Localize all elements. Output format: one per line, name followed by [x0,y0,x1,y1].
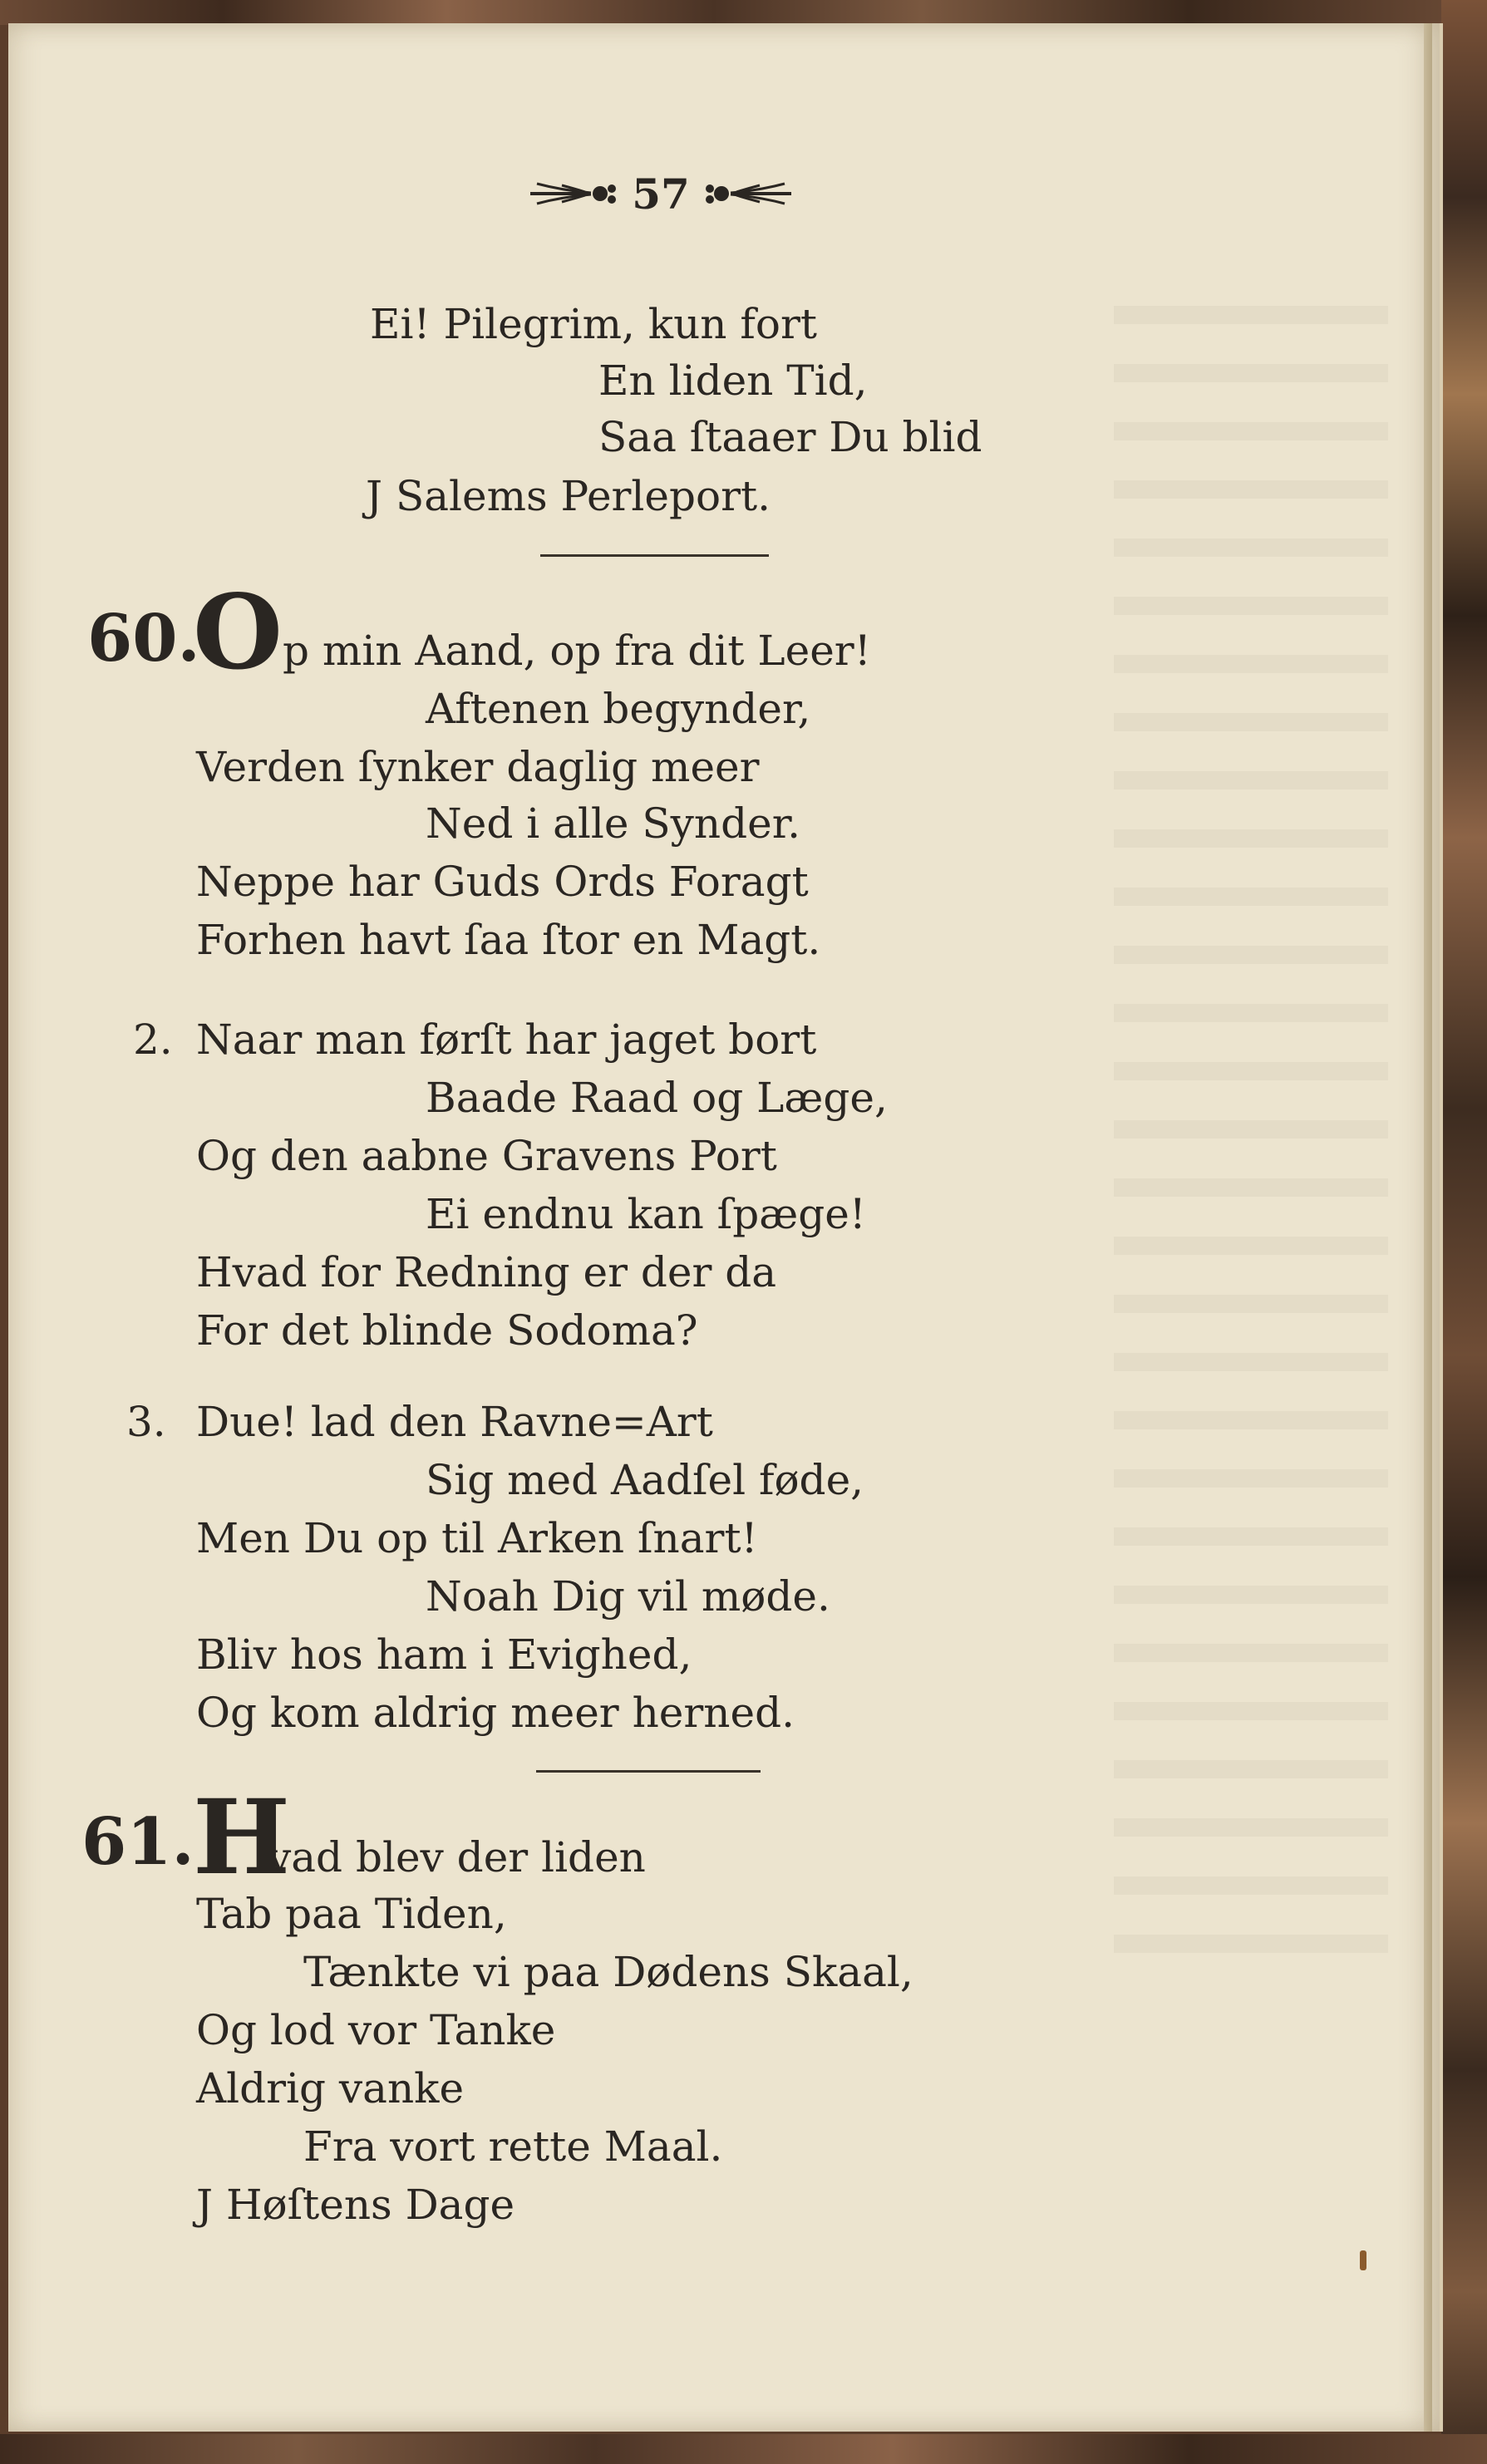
hymn-number: 61. [81,1804,194,1880]
right-ornament-icon [702,177,793,210]
verse-line: Ei endnu kan ſpæge! [426,1190,866,1238]
verse-line: Men Du op til Arken ſnart! [196,1514,758,1562]
verse-line: Hvad for Redning er der da [196,1248,777,1296]
page-blemish [1360,2250,1366,2270]
verse-line: Ned i alle Synder. [426,799,801,848]
verse-line: Ei! Pilegrim, kun fort [370,300,817,348]
verse-line: Verden ſynker daglig meer [196,743,760,791]
book-cover-bottom-edge [0,2434,1487,2464]
book-cover-right-edge [1441,0,1487,2464]
verse-line: Saa ſtaaer Du blid [598,413,982,461]
page-header [511,165,810,223]
verse-line: Tab paa Tiden, [196,1890,507,1938]
verse-line: p min Aand, op fra dit Leer! [283,627,871,675]
verse-line: Noah Dig vil møde. [426,1572,830,1621]
verse-line: Fra vort rette Maal. [303,2122,723,2171]
verse-line: Forhen havt ſaa ſtor en Magt. [196,916,821,964]
bleed-through-text [1114,306,1388,1968]
verse-line: Baade Raad og Læge, [426,1074,888,1122]
verse-line: Due! lad den Ravne=Art [196,1398,713,1446]
drop-cap-initial: O [193,573,283,693]
section-divider [540,554,769,557]
verse-line: Og lod vor Tanke [196,2006,556,2054]
verse-line: En liden Tid, [598,357,868,405]
stanza-number: 2. [133,1016,173,1064]
drop-cap-initial: H [193,1778,291,1898]
page-number: 57 [632,169,690,219]
verse-line: J Høſtens Dage [196,2181,515,2229]
verse-line: Bliv hos ham i Evighed, [196,1630,692,1679]
verse-line: J Salems Perleport. [366,472,771,520]
verse-line: Aldrig vanke [196,2064,465,2112]
verse-line: Sig med Aadſel føde, [426,1456,864,1504]
verse-line: vad blev der liden [268,1833,646,1881]
verse-line: Og kom aldrig meer herned. [196,1689,795,1737]
book-cover-top-edge [0,0,1487,25]
verse-line: Tænkte vi paa Dødens Skaal, [303,1948,913,1996]
verse-line: Naar man førſt har jaget bort [196,1016,817,1064]
verse-line: Neppe har Guds Ords Foragt [196,858,809,906]
verse-line: For det blinde Sodoma? [196,1306,698,1355]
section-divider [536,1770,761,1773]
verse-line: Og den aabne Gravens Port [196,1132,777,1180]
page-edge-strip [1424,23,1432,2432]
stanza-number: 3. [126,1398,166,1446]
left-ornament-icon [529,177,620,210]
verse-line: Aftenen begynder, [426,685,811,733]
hymn-number: 60. [87,601,200,676]
